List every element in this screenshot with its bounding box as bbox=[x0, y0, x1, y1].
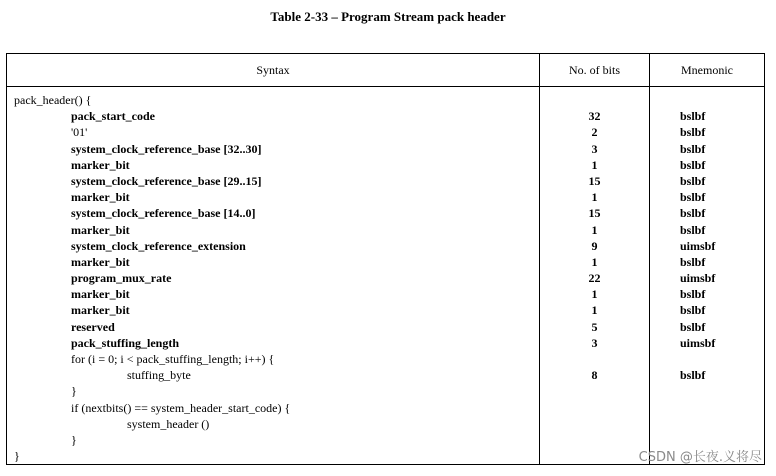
bits-cell: 5 bbox=[591, 319, 598, 334]
bits-cell: 8 bbox=[591, 368, 598, 383]
bits-cell: 1 bbox=[591, 190, 598, 205]
syntax-table bbox=[6, 53, 765, 465]
bits-cell: 1 bbox=[591, 222, 598, 237]
table-row bbox=[7, 319, 764, 335]
bits-cell: 1 bbox=[591, 287, 598, 302]
syntax-cell: } bbox=[14, 449, 20, 464]
table-row bbox=[7, 157, 764, 173]
mnemonic-cell: uimsbf bbox=[680, 335, 716, 350]
table-row bbox=[7, 351, 764, 367]
table-row bbox=[7, 254, 764, 270]
syntax-cell: pack_header() { bbox=[14, 93, 92, 107]
bits-cell: 32 bbox=[588, 109, 601, 124]
mnemonic-cell: bslbf bbox=[680, 125, 706, 140]
table-row bbox=[7, 286, 764, 302]
mnemonic-cell: bslbf bbox=[680, 157, 706, 172]
syntax-cell: pack_start_code bbox=[71, 109, 155, 124]
mnemonic-cell: bslbf bbox=[680, 303, 706, 318]
table-row bbox=[7, 92, 764, 108]
watermark: CSDN @长夜.义将尽 bbox=[638, 450, 762, 465]
mnemonic-cell: bslbf bbox=[680, 206, 706, 221]
table-row bbox=[7, 141, 764, 157]
table-row bbox=[7, 270, 764, 286]
bits-cell: 15 bbox=[588, 206, 601, 221]
mnemonic-cell: bslbf bbox=[680, 254, 706, 269]
syntax-cell: for (i = 0; i < pack_stuffing_length; i++) { bbox=[71, 352, 275, 366]
bits-cell: 2 bbox=[591, 125, 598, 140]
bits-cell: 15 bbox=[588, 173, 601, 188]
syntax-cell: marker_bit bbox=[71, 222, 130, 237]
bits-cell: 9 bbox=[591, 238, 598, 253]
table-row bbox=[7, 400, 764, 416]
table-row bbox=[7, 383, 764, 399]
table-header bbox=[7, 54, 764, 87]
mnemonic-cell: bslbf bbox=[680, 222, 706, 237]
header-bits: No. of bits bbox=[569, 63, 620, 77]
table-row bbox=[7, 108, 764, 124]
table-body bbox=[7, 92, 764, 464]
syntax-cell: marker_bit bbox=[71, 287, 130, 302]
syntax-cell: system_clock_reference_base [14..0] bbox=[71, 206, 256, 221]
syntax-cell: system_clock_reference_base [29..15] bbox=[71, 173, 262, 188]
syntax-cell: pack_stuffing_length bbox=[71, 335, 180, 350]
header-syntax: Syntax bbox=[256, 63, 290, 77]
syntax-cell: marker_bit bbox=[71, 254, 130, 269]
syntax-cell: marker_bit bbox=[71, 190, 130, 205]
table-row bbox=[7, 367, 764, 383]
bits-cell: 1 bbox=[591, 254, 598, 269]
bits-cell: 22 bbox=[588, 271, 601, 286]
syntax-cell: program_mux_rate bbox=[71, 271, 172, 286]
mnemonic-cell: bslbf bbox=[680, 287, 706, 302]
syntax-cell: reserved bbox=[71, 319, 115, 334]
mnemonic-cell: bslbf bbox=[680, 109, 706, 124]
table-title: Table 2-33 – Program Stream pack header bbox=[270, 9, 506, 24]
mnemonic-cell: uimsbf bbox=[680, 271, 716, 286]
syntax-cell: '01' bbox=[71, 125, 88, 140]
syntax-cell: system_clock_reference_base [32..30] bbox=[71, 141, 262, 156]
table-row bbox=[7, 222, 764, 238]
mnemonic-cell: uimsbf bbox=[680, 238, 716, 253]
bits-cell: 1 bbox=[591, 157, 598, 172]
header-mnemonic: Mnemonic bbox=[681, 63, 733, 77]
syntax-cell: system_clock_reference_extension bbox=[71, 238, 246, 253]
syntax-cell: } bbox=[71, 432, 77, 447]
syntax-cell: system_header () bbox=[127, 416, 210, 431]
mnemonic-cell: bslbf bbox=[680, 173, 706, 188]
syntax-cell: if (nextbits() == system_header_start_code) { bbox=[71, 400, 291, 415]
mnemonic-cell: bslbf bbox=[680, 368, 706, 383]
table-row bbox=[7, 124, 764, 140]
mnemonic-cell: bslbf bbox=[680, 319, 706, 334]
table-row bbox=[7, 416, 764, 432]
syntax-cell: marker_bit bbox=[71, 303, 130, 318]
syntax-cell: } bbox=[71, 384, 77, 399]
table-row bbox=[7, 238, 764, 254]
table-row bbox=[7, 173, 764, 189]
syntax-cell: marker_bit bbox=[71, 157, 130, 172]
mnemonic-cell: bslbf bbox=[680, 190, 706, 205]
bits-cell: 1 bbox=[591, 303, 598, 318]
bits-cell: 3 bbox=[591, 141, 598, 156]
table-row bbox=[7, 335, 764, 351]
syntax-cell: stuffing_byte bbox=[127, 368, 191, 383]
table-row bbox=[7, 189, 764, 205]
bits-cell: 3 bbox=[591, 335, 598, 350]
table-row bbox=[7, 302, 764, 318]
mnemonic-cell: bslbf bbox=[680, 141, 706, 156]
table-row bbox=[7, 205, 764, 221]
